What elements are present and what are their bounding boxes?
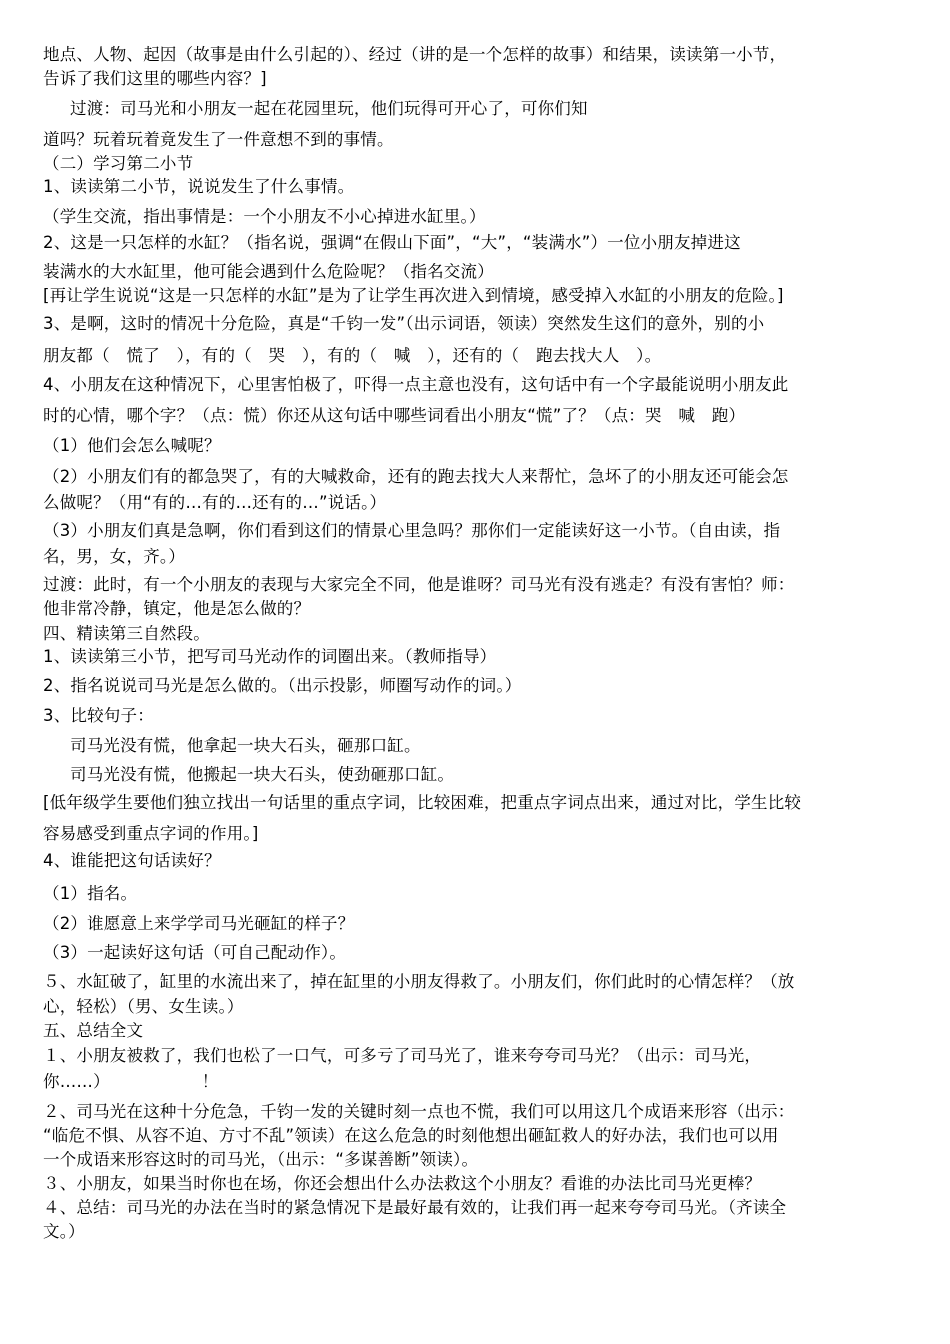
text-line: 名，男，女，齐。） bbox=[43, 547, 186, 566]
text-line: 一个成语来形容这时的司马光，（出示：“多谋善断”领读）。 bbox=[43, 1150, 479, 1169]
text-line: 你……） ！ bbox=[43, 1072, 219, 1091]
text-line: 么做呢？（用“有的…有的…还有的…”说话。） bbox=[43, 493, 387, 512]
text-line: 2、这是一只怎样的水缸？（指名说，强调“在假山下面”，“大”，“装满水”）一位小朋友掉进这 bbox=[43, 233, 741, 252]
text-line: ５、水缸破了，缸里的水流出来了，掉在缸里的小朋友得救了。小朋友们，你们此时的心情怎样？（放 bbox=[43, 972, 795, 991]
text-line: 他非常冷静，镇定，他是怎么做的？ bbox=[43, 599, 311, 618]
text-line: [低年级学生要他们独立找出一句话里的重点字词，比较困难，把重点字词点出来，通过对比，学生比较 bbox=[43, 793, 802, 812]
text-line: 1、读读第二小节，说说发生了什么事情。 bbox=[43, 177, 355, 196]
text-line: 司马光没有慌，他拿起一块大石头，砸那口缸。 bbox=[70, 736, 421, 755]
text-line: 文。） bbox=[43, 1222, 85, 1241]
text-line: ３、小朋友，如果当时你也在场，你还会想出什么办法救这个小朋友？看谁的办法比司马光更棒？ bbox=[43, 1174, 762, 1193]
text-line: 朋友都（ 慌了 ），有的（ 哭 ），有的（ 喊 ），还有的（ 跑去找大人 ）。 bbox=[43, 346, 662, 365]
text-line: 装满水的大水缸里，他可能会遇到什么危险呢？（指名交流） bbox=[43, 262, 494, 281]
section-heading: 四、精读第三自然段。 bbox=[43, 624, 210, 643]
text-line: 地点、人物、起因（故事是由什么引起的）、经过（讲的是一个怎样的故事）和结果，读读第一小节， bbox=[43, 45, 787, 64]
section-heading: 五、总结全文 bbox=[43, 1021, 144, 1040]
text-line: 司马光没有慌，他搬起一块大石头，使劲砸那口缸。 bbox=[70, 765, 455, 784]
text-line: 2、指名说说司马光是怎么做的。（出示投影，师圈写动作的词。） bbox=[43, 676, 522, 695]
text-line: （3）小朋友们真是急啊，你们看到这们的情景心里急吗？那你们一定能读好这一小节。（自由读，指 bbox=[43, 521, 781, 540]
text-line: 4、小朋友在这种情况下，心里害怕极了，吓得一点主意也没有，这句话中有一个字最能说明小朋友此 bbox=[43, 375, 789, 394]
text-line: １、小朋友被救了，我们也松了一口气，可多亏了司马光了，谁来夸夸司马光？（出示：司马光， bbox=[43, 1046, 762, 1065]
text-line: 时的心情，哪个字？（点：慌）你还从这句话中哪些词看出小朋友“慌”了？（点：哭 喊 跑） bbox=[43, 406, 746, 425]
text-line: （3）一起读好这句话（可自己配动作）。 bbox=[43, 943, 347, 962]
section-heading: （二）学习第二小节 bbox=[43, 154, 194, 173]
text-line: 3、是啊，这时的情况十分危险，真是“千钧一发”（出示词语，领读）突然发生这们的意外，别的小 bbox=[43, 314, 765, 333]
text-line: （1）指名。 bbox=[43, 884, 138, 903]
text-line: （学生交流，指出事情是：一个小朋友不小心掉进水缸里。） bbox=[43, 207, 486, 226]
text-line: 过渡：此时，有一个小朋友的表现与大家完全不同，他是谁呀？司马光有没有逃走？有没有害怕？师： bbox=[43, 575, 795, 594]
text-line: 告诉了我们这里的哪些内容？] bbox=[43, 69, 267, 88]
text-line: 容易感受到重点字词的作用。] bbox=[43, 824, 259, 843]
text-line: 过渡：司马光和小朋友一起在花园里玩，他们玩得可开心了，可你们知 bbox=[70, 99, 588, 118]
text-line: ２、司马光在这种十分危急，千钧一发的关键时刻一点也不慌，我们可以用这几个成语来形容（出示： bbox=[43, 1102, 795, 1121]
text-line: 4、谁能把这句话读好？ bbox=[43, 851, 221, 870]
text-line: （2）谁愿意上来学学司马光砸缸的样子？ bbox=[43, 914, 355, 933]
text-line: ４、总结：司马光的办法在当时的紧急情况下是最好最有效的，让我们再一起来夸夸司马光。（齐读全 bbox=[43, 1198, 787, 1217]
text-line: （1）他们会怎么喊呢？ bbox=[43, 436, 221, 455]
text-line: （2）小朋友们有的都急哭了，有的大喊救命，还有的跑去找大人来帮忙，急坏了的小朋友还可能会怎 bbox=[43, 467, 789, 486]
text-line: 1、读读第三小节，把写司马光动作的词圈出来。（教师指导） bbox=[43, 647, 497, 666]
text-line: 心，轻松）（男、女生读。） bbox=[43, 997, 244, 1016]
text-line: 3、比较句子： bbox=[43, 706, 154, 725]
text-line: “临危不惧、从容不迫、方寸不乱”领读）在这么危急的时刻他想出砸缸救人的好办法，我们也可以用 bbox=[43, 1126, 779, 1145]
text-line: [再让学生说说“这是一只怎样的水缸”是为了让学生再次进入到情境，感受掉入水缸的小朋友的危险。] bbox=[43, 286, 784, 305]
text-line: 道吗？玩着玩着竟发生了一件意想不到的事情。 bbox=[43, 130, 394, 149]
